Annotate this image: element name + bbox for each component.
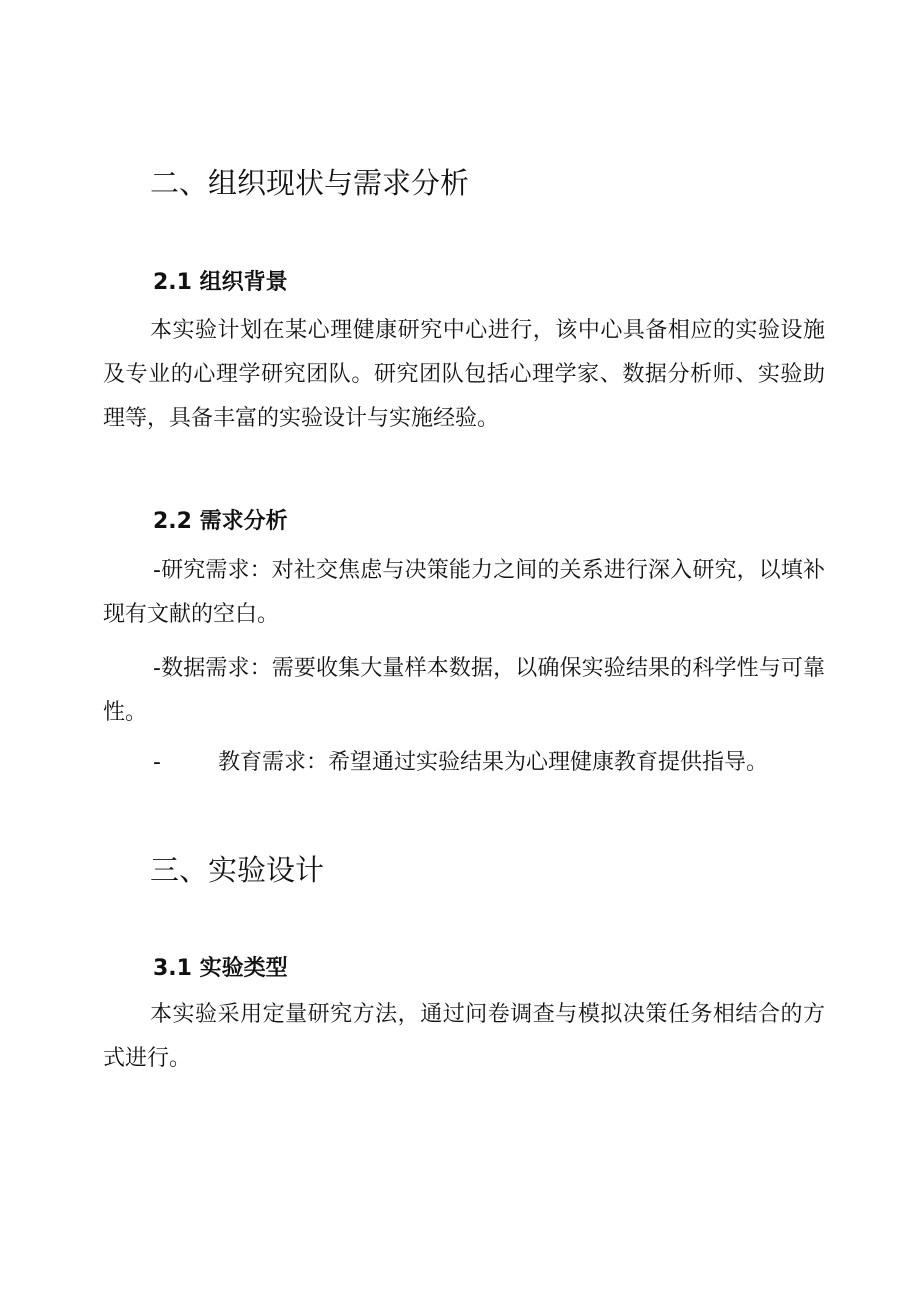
section-2-title: 二、组织现状与需求分析 <box>150 166 470 200</box>
bullet-research-need <box>103 549 825 637</box>
section-2-2-heading: 2.2 需求分析 <box>153 509 288 534</box>
bullet-text: 数据需求：需要收集大量样本数据，以确保实验结果的科学性与可靠性。 <box>103 656 825 725</box>
section-3-1-paragraph: 本实验采用定量研究方法，通过问卷调查与模拟决策任务相结合的方式进行。 <box>103 1002 825 1071</box>
bullet-education-need <box>103 741 825 785</box>
bullet-text: 教育需求：希望通过实验结果为心理健康教育提供指导。 <box>218 750 769 775</box>
bullet-data-need <box>103 647 825 735</box>
bullet-dash: - <box>153 750 161 775</box>
section-2-1-heading: 2.1 组织背景 <box>153 270 288 295</box>
section-3-title: 三、实验设计 <box>150 853 325 887</box>
section-2-1-paragraph: 本实验计划在某心理健康研究中心进行，该中心具备相应的实验设施及专业的心理学研究团队。研究团队包括心理学家、数据分析师、实验助理等，具备丰富的实验设计与实施经验。 <box>103 318 825 431</box>
section-3-1-heading: 3.1 实验类型 <box>153 956 288 981</box>
bullet-dash: - <box>153 558 161 583</box>
bullet-dash: - <box>153 656 161 681</box>
bullet-text: 研究需求：对社交焦虑与决策能力之间的关系进行深入研究，以填补现有文献的空白。 <box>103 558 825 627</box>
